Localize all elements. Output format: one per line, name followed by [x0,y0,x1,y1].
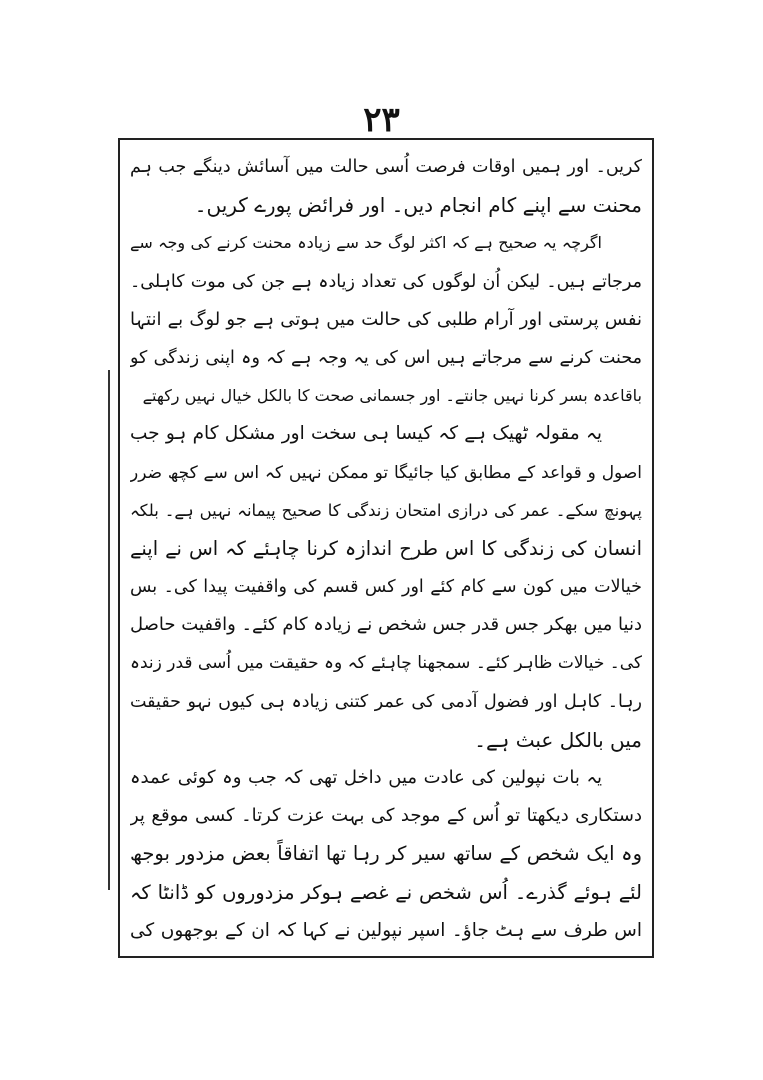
text-line: یہ مقولہ ٹھیک ہے کہ کیسا ہی سخت اور مشکل کام ہو جب [130,423,602,445]
text-line: دستکاری دیکھتا تو اُس کے موجد کی بہت عزت کرتا۔ کسی موقع پر [130,805,642,827]
text-line: وہ ایک شخص کے ساتھ سیر کر رہا تھا اتفاقاً بعض مزدور بوجھ [130,842,642,866]
text-line: میں بالکل عبث ہے۔ [474,727,642,752]
text-frame [118,138,654,958]
text-line: محنت سے اپنے کام انجام دیں۔ اور فرائض پورے کریں۔ [194,193,642,218]
text-line: انسان کی زندگی کا اس طرح اندازہ کرنا چاہئے کہ اس نے اپنے [130,536,642,560]
body-text [130,148,642,950]
text-line: لئے ہوئے گذرے۔ اُس شخص نے غصے ہوکر مزدوروں کو ڈانٹا کہ [130,880,642,904]
page-number: ۲۳ [363,100,400,140]
text-line: کی۔ خیالات ظاہر کئے۔ سمجھنا چاہئے کہ وہ حقیقت میں اُسی قدر زندہ [130,653,642,674]
text-line: رہا۔ کاہل اور فضول آدمی کی عمر کتنی زیادہ ہی کیوں نہو حقیقت [130,691,642,712]
text-line: محنت کرنے سے مرجاتے ہیں اس کی یہ وجہ ہے کہ وہ اپنی زندگی کو [130,347,642,368]
text-line: نفس پرستی اور آرام طلبی کی حالت میں ہوتی ہے جو لوگ بے انتہا [130,308,642,330]
text-line: خیالات میں کون سے کام کئے اور کس قسم کی واقفیت پیدا کی۔ بس [130,577,642,598]
text-line: دنیا میں بھکر جس قدر جس شخص نے زیادہ کام کئے۔ واقفیت حاصل [130,614,642,636]
text-line: اس طرف سے ہٹ جاؤ۔ اسپر نپولین نے کہا کہ ان کے بوجھوں کی [130,919,642,941]
text-line: اگرچہ یہ صحیح ہے کہ اکثر لوگ حد سے زیادہ محنت کرنے کی وجہ سے [130,233,602,253]
margin-rule [108,370,110,890]
text-line: مرجاتے ہیں۔ لیکن اُن لوگوں کی تعداد زیادہ ہے جن کی موت کاہلی۔ [130,271,642,292]
text-line: پہونچ سکے۔ عمر کی درازی امتحان زندگی کا صحیح پیمانہ نہیں ہے۔ بلکہ [130,500,642,520]
text-line: یہ بات نپولین کی عادت میں داخل تھی کہ جب وہ کوئی عمدہ [130,767,602,788]
text-line: باقاعدہ بسر کرنا نہیں جانتے۔ اور جسمانی صحت کا بالکل خیال نہیں رکھتے [142,386,642,406]
text-line: اصول و قواعد کے مطابق کیا جائیگا تو ممکن نہیں کہ اس سے کچھ ضرر [130,462,642,483]
text-line: کریں۔ اور ہمیں اوقات فرصت اُسی حالت میں آسائش دینگے جب ہم [130,157,642,177]
